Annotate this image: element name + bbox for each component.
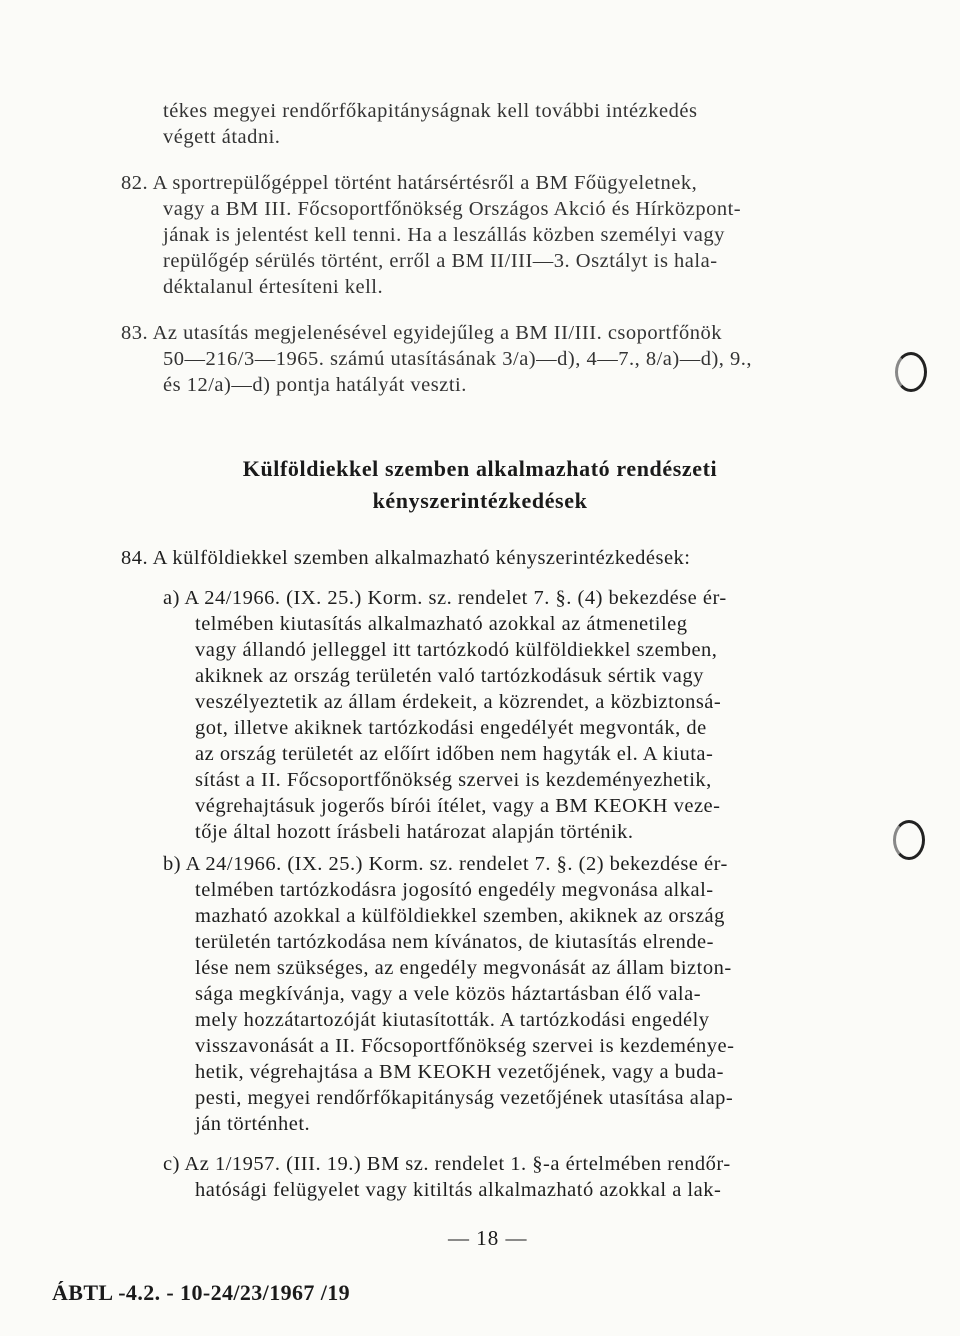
item-a-line: sítást a II. Főcsoportfőnökség szervei is kezdeményezhetik, <box>195 769 712 791</box>
punch-hole-icon <box>893 820 925 860</box>
item-a-line: a) A 24/1966. (IX. 25.) Korm. sz. rendelet 7. §. (4) bekezdése ér- <box>163 587 727 609</box>
section-heading: kényszerintézkedések <box>372 488 588 513</box>
item-a-line: telmében kiutasítás alkalmazható azokkal az átmenetileg <box>195 613 688 635</box>
text-line: végett átadni. <box>163 126 281 148</box>
item-a-line: tője által hozott írásbeli határozat alapján történik. <box>195 821 634 843</box>
item-b-line: b) A 24/1966. (IX. 25.) Korm. sz. rendelet 7. §. (2) bekezdése ér- <box>163 853 728 875</box>
item-b-line: lése nem szükséges, az engedély megvonását az állam bizton- <box>195 957 732 979</box>
paragraph-82-line: vagy a BM III. Főcsoportfőnökség Országos Akció és Hírközpont- <box>163 198 742 220</box>
paragraph-82-line: repülőgép sérülés történt, erről a BM II/III—3. Osztályt is hala- <box>163 250 718 272</box>
item-a-line: vagy állandó jelleggel itt tartózkodó külföldiekkel szemben, <box>195 639 718 661</box>
paragraph-82-line: 82. A sportrepülőgéppel történt határsértésről a BM Főügyeletnek, <box>121 172 698 194</box>
archive-reference-stamp: ÁBTL -4.2. - 10-24/23/1967 /19 <box>52 1280 351 1305</box>
item-b-line: ján történhet. <box>195 1113 311 1135</box>
paragraph-83-line: 50—216/3—1965. számú utasításának 3/a)—d), 4—7., 8/a)—d), 9., <box>163 348 753 370</box>
item-a-line: végrehajtásuk jogerős bírói ítélet, vagy a BM KEOKH veze- <box>195 795 721 817</box>
paragraph-83-line: és 12/a)—d) pontja hatályát veszti. <box>163 374 467 396</box>
item-c-line: c) Az 1/1957. (III. 19.) BM sz. rendelet 1. §-a értelmében rendőr- <box>163 1153 731 1175</box>
punch-hole-icon <box>895 352 927 392</box>
item-b-line: sága megkívánja, vagy a vele közös háztartásban élő vala- <box>195 983 702 1005</box>
paragraph-84-line: 84. A külföldiekkel szemben alkalmazható kényszerintézkedések: <box>121 547 691 569</box>
item-b-line: területén tartózkodása nem kívánatos, de kiutasítás elrende- <box>195 931 714 953</box>
paragraph-83-line: 83. Az utasítás megjelenésével egyidejűleg a BM II/III. csoportfőnök <box>121 322 723 344</box>
item-b-line: telmében tartózkodásra jogosító engedély megvonása alkal- <box>195 879 714 901</box>
item-a-line: az ország területét az előírt időben nem hagyták el. A kiuta- <box>195 743 714 765</box>
item-c-line: hatósági felügyelet vagy kitiltás alkalmazható azokkal a lak- <box>195 1179 722 1201</box>
section-heading: Külföldiekkel szemben alkalmazható rendészeti <box>242 456 718 481</box>
item-b-line: pesti, megyei rendőrfőkapitányság vezetőjének utasítása alap- <box>195 1087 734 1109</box>
item-b-line: mely hozzátartozóját kiutasították. A tartózkodási engedély <box>195 1009 710 1031</box>
item-a-line: got, illetve akiknek tartózkodási engedélyét megvonták, de <box>195 717 707 739</box>
item-b-line: mazható azokkal a külföldiekkel szemben, akiknek az ország <box>195 905 725 927</box>
page-number: — 18 — <box>448 1226 528 1250</box>
item-b-line: hetik, végrehajtása a BM KEOKH vezetőjének, vagy a buda- <box>195 1061 724 1083</box>
text-line: tékes megyei rendőrfőkapitányságnak kell további intézkedés <box>163 100 698 122</box>
item-a-line: akiknek az ország területén való tartózkodásuk sértik vagy <box>195 665 704 687</box>
item-a-line: veszélyeztetik az állam érdekeit, a közrendet, a közbiztonsá- <box>195 691 722 713</box>
paragraph-82-line: jának is jelentést kell tenni. Ha a leszállás közben személyi vagy <box>163 224 725 246</box>
item-b-line: visszavonását a II. Főcsoportfőnökség szervei is kezdeménye- <box>195 1035 735 1057</box>
paragraph-82-line: déktalanul értesíteni kell. <box>163 276 384 298</box>
